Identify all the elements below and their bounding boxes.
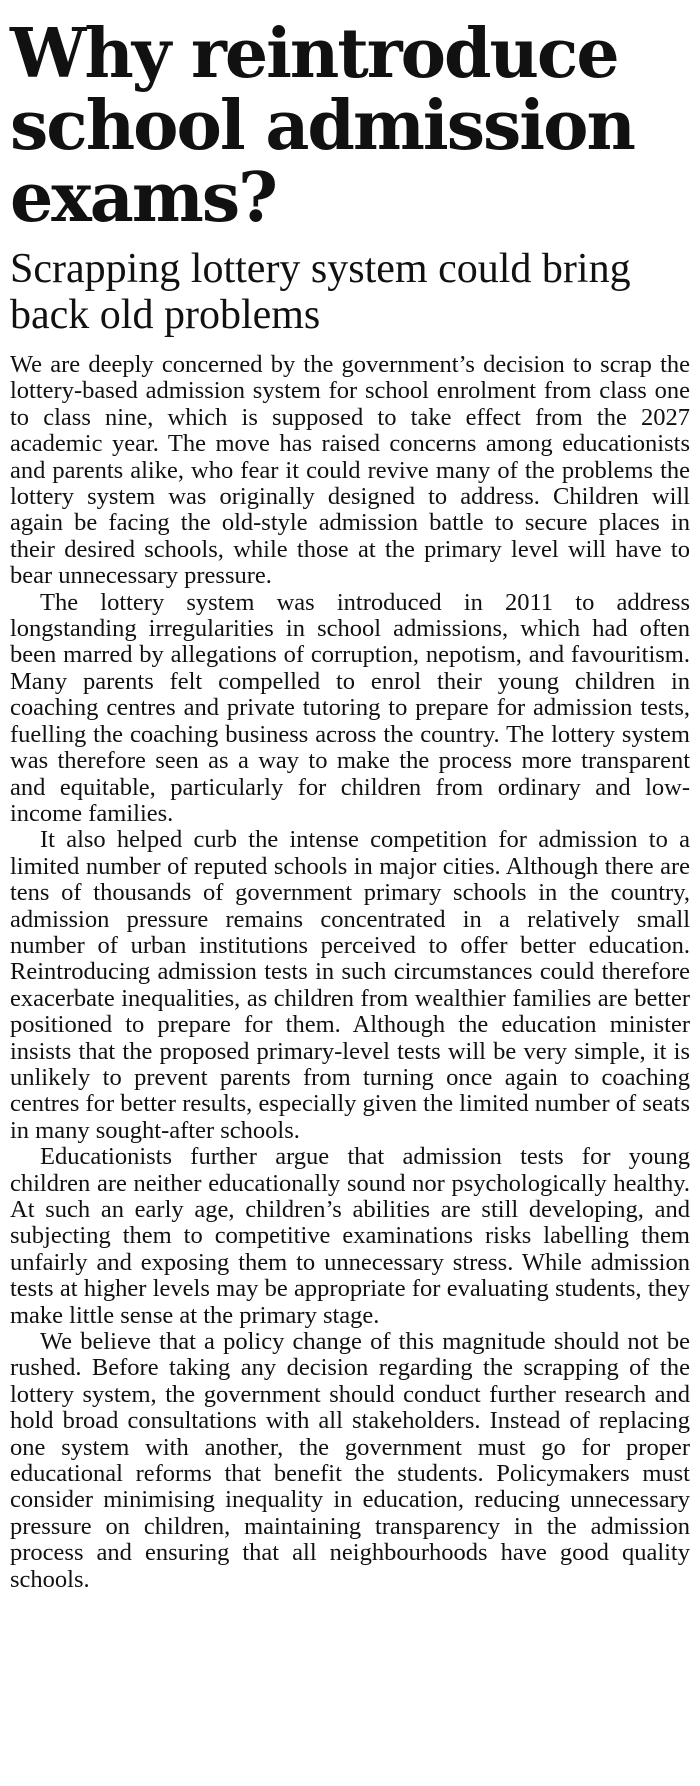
- subheadline: Scrapping lottery system could bring back old problems: [10, 246, 631, 338]
- editorial-article: [10, 14, 690, 1593]
- body-paragraph: Educationists further argue that admission tests for young children are neither educationally sound nor psychologically healthy. At such an early age, children’s abilities are still developing, and subjecting them to competitive examinations risks labelling them unfairly and exposing them to unnecessary stress. While admission tests at higher levels may be appropriate for evaluating students, they make little sense at the primary stage.: [10, 1143, 690, 1329]
- article-body: [10, 352, 690, 1593]
- body-paragraph: We are deeply concerned by the government’s decision to scrap the lottery-based admission system for school enrolment from class one to class nine, which is supposed to take effect from the 2027 academic year. The move has raised concerns among educationists and parents alike, who fear it could revive many of the problems the lottery system was originally designed to address. Children will again be facing the old-style admission battle to secure places in their desired schools, while those at the primary level will have to bear unnecessary pressure.: [10, 351, 690, 590]
- body-paragraph: The lottery system was introduced in 2011 to address longstanding irregularities in school admissions, which had often been marred by allegations of corruption, nepotism, and favouritism. Many parents felt compelled to enrol their young children in coaching centres and private tutoring to prepare for admission tests, fuelling the coaching business across the country. The lottery system was therefore seen as a way to make the process more transparent and equitable, particularly for children from ordinary and low-income families.: [10, 588, 690, 827]
- headline: Why reintroduce school admission exams?: [10, 14, 634, 238]
- body-paragraph: It also helped curb the intense competition for admission to a limited number of reputed schools in major cities. Although there are tens of thousands of government primary schools in the country, admission pressure remains concentrated in a relatively small number of urban institutions perceived to offer better education. Reintroducing admission tests in such circumstances could therefore exacerbate inequalities, as children from wealthier families are better positioned to prepare for them. Although the education minister insists that the proposed primary-level tests will be very simple, it is unlikely to prevent parents from turning once again to coaching centres for better results, especially given the limited number of seats in many sought-after schools.: [10, 826, 690, 1144]
- body-paragraph: We believe that a policy change of this magnitude should not be rushed. Before taking any decision regarding the scrapping of the lottery system, the government should conduct further research and hold broad consultations with all stakeholders. Instead of replacing one system with another, the government must go for proper educational reforms that benefit the students. Policymakers must consider minimising inequality in education, reducing unnecessary pressure on children, maintaining transparency in the admission process and ensuring that all neighbourhoods have good quality schools.: [10, 1328, 690, 1593]
